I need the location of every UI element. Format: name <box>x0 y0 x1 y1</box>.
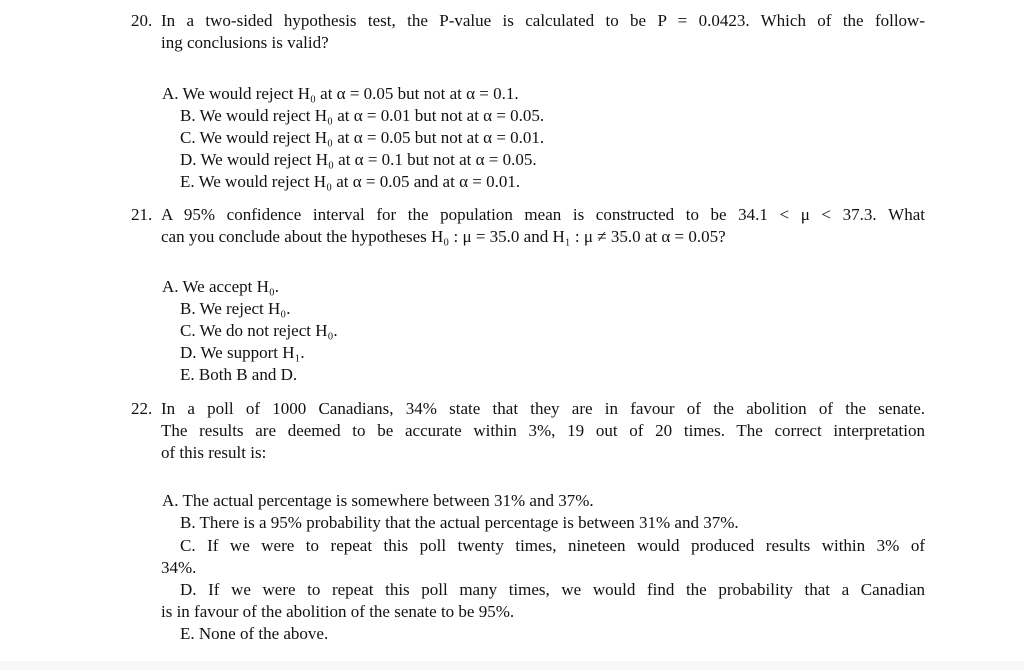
question-stem-line: The results are deemed to be accurate within 3%, 19 out of 20 times. The correct interpretation <box>161 421 925 440</box>
option-a[interactable]: A. We accept H₀. <box>162 277 280 296</box>
option-c[interactable]: C. If we were to repeat this poll twenty times, nineteen would produced results within 3% of <box>180 536 925 555</box>
question-stem-line: A 95% confidence interval for the population mean is constructed to be 34.1 < μ < 37.3. What <box>161 205 925 224</box>
option-a[interactable]: A. The actual percentage is somewhere between 31% and 37%. <box>162 491 594 510</box>
question-number: 20. <box>131 11 153 30</box>
option-a[interactable]: A. We would reject H₀ at α = 0.05 but not at α = 0.1. <box>162 84 519 103</box>
option-d-continued: is in favour of the abolition of the senate to be 95%. <box>161 602 515 621</box>
option-d[interactable]: D. We would reject H₀ at α = 0.1 but not at α = 0.05. <box>180 150 537 169</box>
option-e[interactable]: E. We would reject H₀ at α = 0.05 and at α = 0.01. <box>180 172 521 191</box>
option-e[interactable]: E. None of the above. <box>180 624 329 643</box>
question-stem-line: can you conclude about the hypotheses H₀ : μ = 35.0 and H₁ : μ ≠ 35.0 at α = 0.05? <box>161 227 726 246</box>
option-c-continued: 34%. <box>161 558 197 577</box>
option-b[interactable]: B. There is a 95% probability that the actual percentage is between 31% and 37%. <box>180 513 739 532</box>
page-bottom-edge <box>0 661 1024 670</box>
question-number: 22. <box>131 399 153 418</box>
question-stem-line: ing conclusions is valid? <box>161 33 329 52</box>
option-b[interactable]: B. We reject H₀. <box>180 299 291 318</box>
question-stem-line: In a two-sided hypothesis test, the P-value is calculated to be P = 0.0423. Which of the follow- <box>161 11 925 30</box>
question-stem-line: of this result is: <box>161 443 267 462</box>
option-d[interactable]: D. We support H₁. <box>180 343 305 362</box>
option-c[interactable]: C. We would reject H₀ at α = 0.05 but not at α = 0.01. <box>180 128 545 147</box>
question-stem-line: In a poll of 1000 Canadians, 34% state that they are in favour of the abolition of the senate. <box>161 399 925 418</box>
option-e[interactable]: E. Both B and D. <box>180 365 298 384</box>
question-number: 21. <box>131 205 153 224</box>
option-b[interactable]: B. We would reject H₀ at α = 0.01 but not at α = 0.05. <box>180 106 545 125</box>
option-c[interactable]: C. We do not reject H₀. <box>180 321 338 340</box>
option-d[interactable]: D. If we were to repeat this poll many times, we would find the probability that a Canadian <box>180 580 925 599</box>
